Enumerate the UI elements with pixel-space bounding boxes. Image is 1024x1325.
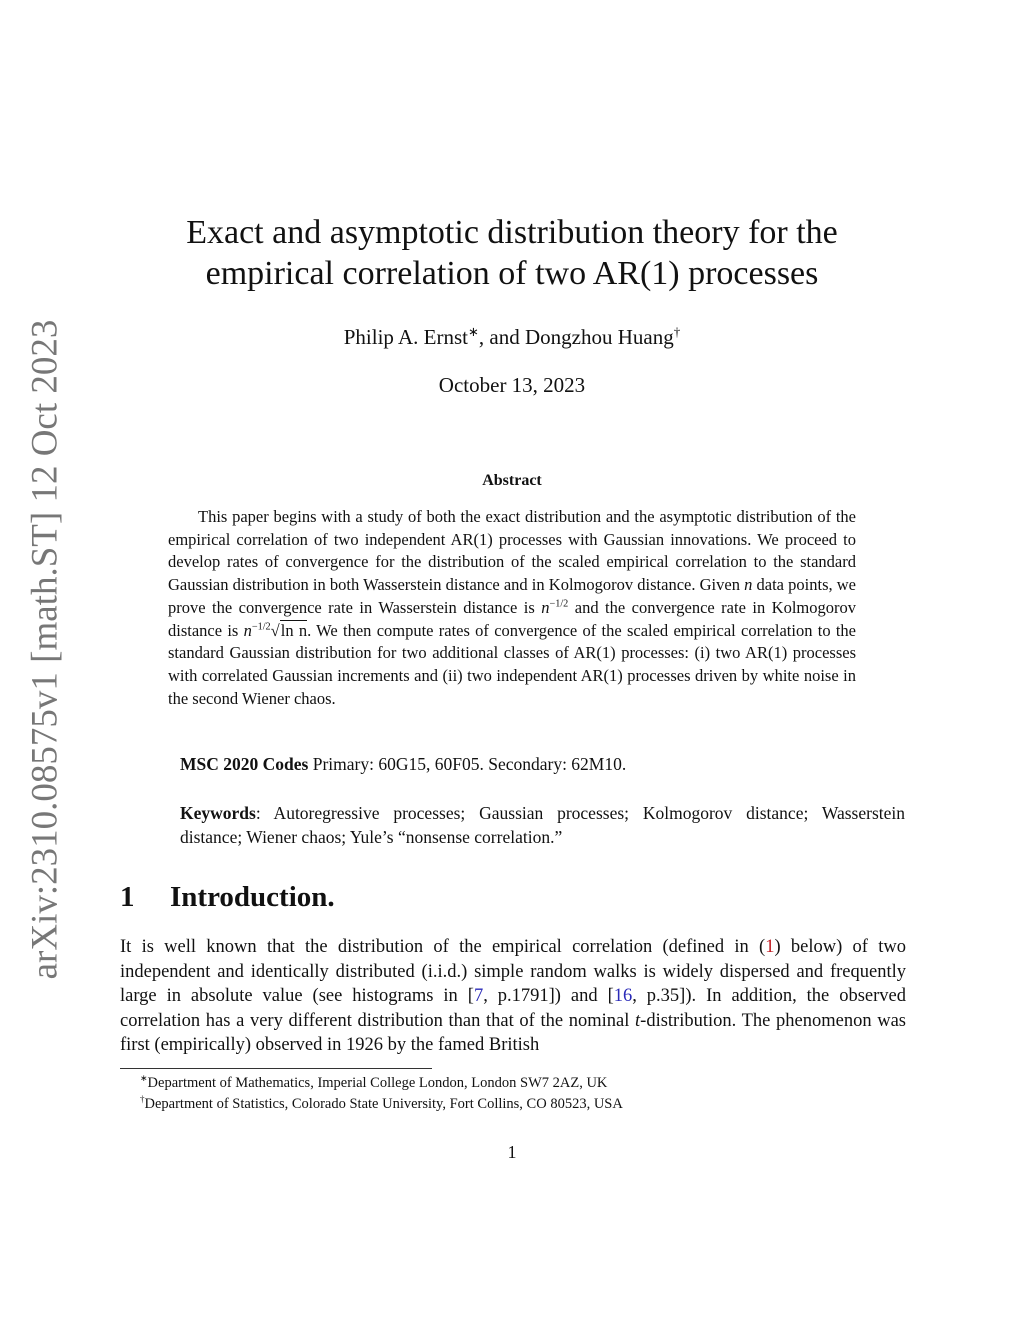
footnote-1	[140, 1073, 900, 1094]
math-n: n	[744, 575, 753, 595]
footnote-2-text: Department of Statistics, Colorado State University, Fort Collins, CO 80523, USA	[144, 1096, 623, 1112]
arxiv-identifier-text: arXiv:2310.08575v1 [math.ST] 12 Oct 2023	[24, 319, 66, 979]
author-list	[0, 325, 1024, 350]
abstract-text-1: This paper begins with a study of both the exact distribution and the asymptotic distribution of the empirical correlation of two independent AR(1) processes with Gaussian innovations. We proceed to develop rates of convergence for the distribution of the scaled empirical correlation to the standard Gaussian distribution in both Wasserstein distance and in Kolmogorov distance. Given	[168, 507, 856, 595]
intro-text-5: -distribution. The phenomenon was first (empirically) observed in 1926 by the famed British	[120, 1010, 907, 1056]
citation-link-16[interactable]: 16	[613, 986, 633, 1007]
equation-reference-link[interactable]: 1	[765, 937, 775, 957]
math-sqrt-argument: ln n	[280, 620, 308, 640]
arxiv-identifier-stamp	[16, 319, 74, 979]
intro-text-2: ) below) of two independent and identically distributed (i.i.d.) simple random walks is widely dispersed and frequently large in absolute value (see histograms in [	[120, 937, 906, 1007]
intro-text-3: , p.1791]) and [	[483, 986, 614, 1007]
msc-label: MSC 2020 Codes	[180, 754, 309, 774]
title-line-1: Exact and asymptotic distribution theory for the	[186, 214, 838, 251]
author-name-2: Dongzhou Huang	[525, 325, 674, 349]
footnote-2-mark: †	[140, 1094, 145, 1105]
footnote-divider	[120, 1068, 432, 1069]
footnotes	[140, 1073, 900, 1115]
title-line-2: empirical correlation of two AR(1) processes	[205, 255, 819, 292]
section-number: 1	[120, 881, 135, 913]
msc-codes	[180, 754, 860, 775]
footnote-2	[140, 1094, 900, 1115]
footnote-1-mark: ∗	[140, 1073, 148, 1084]
abstract-text-4: . We then compute rates of convergence of the scaled empirical correlation to the standard Gaussian distribution for two additional classes of AR(1) processes: (i) two AR(1) processes with correlated Gaussian increments and (ii) two independent AR(1) processes driven by white noise in the second Wiener chaos.	[168, 620, 856, 708]
section-heading	[120, 881, 335, 914]
keywords	[180, 801, 905, 849]
math-rate-exponent: −1/2	[549, 598, 569, 610]
page-number: 1	[507, 1142, 517, 1162]
math-t: t	[635, 1010, 641, 1031]
author-affiliation-mark-2: †	[673, 324, 681, 339]
keywords-label: Keywords	[180, 803, 256, 823]
footnote-1-text: Department of Mathematics, Imperial College London, London SW7 2AZ, UK	[147, 1075, 608, 1091]
abstract-heading: Abstract	[482, 472, 542, 489]
intro-text-4: , p.35]). In addition, the observed correlation has a very different distribution than that of the nominal	[120, 986, 906, 1031]
introduction-paragraph	[120, 935, 906, 1058]
paper-title	[110, 212, 914, 294]
math-kolmogorov-rate-exponent: −1/2	[251, 621, 271, 633]
math-kolmogorov-rate-base: n	[243, 620, 252, 640]
section-title: Introduction.	[170, 881, 335, 913]
abstract-text-2: data points, we prove the convergence rate in Wasserstein distance is	[168, 575, 857, 617]
citation-link-7[interactable]: 7	[473, 986, 484, 1007]
publication-date: October 13, 2023	[438, 373, 586, 397]
abstract-text-3: and the convergence rate in Kolmogorov distance is	[168, 597, 856, 640]
abstract-body	[168, 506, 856, 710]
author-name-1: Philip A. Ernst	[343, 325, 469, 349]
keywords-text: : Autoregressive processes; Gaussian processes; Kolmogorov distance; Wasserstein distance; Wiener chaos; Yule’s “nonsense correlation.”	[180, 803, 905, 847]
math-sqrt-sign: √	[270, 620, 280, 640]
msc-text: Primary: 60G15, 60F05. Secondary: 62M10.	[308, 754, 627, 774]
intro-text-1: It is well known that the distribution of the empirical correlation (defined in (	[120, 937, 766, 957]
author-affiliation-mark-1: ∗	[468, 324, 479, 339]
author-separator: , and	[478, 325, 525, 349]
math-rate-base: n	[541, 597, 550, 617]
